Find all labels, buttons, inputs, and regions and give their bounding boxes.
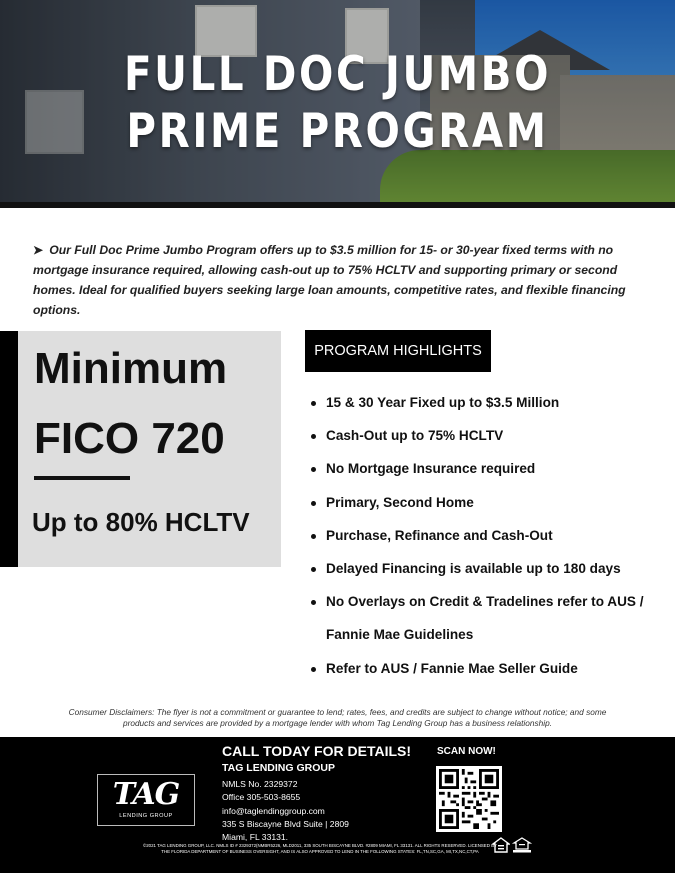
qr-code-icon[interactable]	[436, 766, 502, 832]
page-title	[47, 46, 628, 160]
fico-hcltv: Up to 80% HCLTV	[32, 507, 250, 537]
highlights-list	[311, 393, 671, 692]
list-item	[311, 592, 671, 625]
bullet-icon	[311, 667, 316, 672]
hero-banner	[0, 0, 675, 208]
page-title-line2: PRIME PROGRAM	[126, 104, 549, 159]
call-to-action: CALL TODAY FOR DETAILS!	[222, 743, 412, 759]
address-line1: 335 S Biscayne Blvd Suite | 2809	[222, 818, 349, 829]
fico-panel-edge	[0, 331, 18, 567]
bullet-icon	[311, 534, 316, 539]
fico-minimum-label: Minimum	[34, 344, 228, 393]
list-item-text: Refer to AUS / Fannie Mae Seller Guide	[326, 660, 578, 676]
list-item	[311, 659, 671, 692]
company-logo	[97, 774, 195, 826]
list-item-text: Primary, Second Home	[326, 494, 474, 510]
bullet-icon	[311, 600, 316, 605]
bullet-icon	[311, 467, 316, 472]
hero-bottom-bar	[0, 202, 675, 208]
intro-paragraph	[33, 240, 653, 320]
nmls-number: NMLS No. 2329372	[222, 779, 298, 789]
fico-score: FICO 720	[34, 414, 225, 463]
arrow-icon: ➤	[33, 243, 44, 257]
company-name: TAG LENDING GROUP	[222, 762, 335, 774]
list-item	[311, 526, 671, 559]
highlights-heading: PROGRAM HIGHLIGHTS	[305, 330, 491, 372]
email-link[interactable]: info@taglendinggroup.com	[222, 805, 325, 816]
bullet-icon	[311, 401, 316, 406]
fico-divider	[34, 476, 130, 480]
list-item-continuation	[311, 625, 671, 658]
list-item	[311, 393, 671, 426]
list-item	[311, 493, 671, 526]
address-line2: Miami, FL 33131.	[222, 832, 289, 843]
list-item-text: 15 & 30 Year Fixed up to $3.5 Million	[326, 395, 560, 410]
qr-code-graphic	[439, 769, 499, 829]
list-item	[311, 459, 671, 492]
equal-housing-lender-icon	[512, 837, 532, 853]
logo-subtext: LENDING GROUP	[119, 813, 173, 819]
list-item	[311, 426, 671, 459]
bullet-icon	[311, 501, 316, 506]
scan-label: SCAN NOW!	[437, 746, 496, 757]
legal-text: ©2021 TAG LENDING GROUP, LLC. NMLS ID # 2329372(NMBR5226, MLD2011, 335 SOUTH BISCAYNE BLVD. #2809 MIAMI, FL 33131. ALL RIGHTS RESERVED. LICENSED BY THE FLORIDA DEPARTMENT OF BUSINESS OVERSIGHT, AND IS ALSO APPROVED TO LEND IN THE FOLLOWING STATES: FL,TN,SC,GA, MI,TX,NC,CT,PA	[143, 843, 497, 854]
intro-text: Our Full Doc Prime Jumbo Program offers up to $3.5 million for 15- or 30-year fixed terms with no mortgage insurance required, allowing cash-out up to 75% HCLTV and supporting primary or second homes. Ideal for qualified buyers seeking large loan amounts, competitive rates, and flexible financing options.	[33, 243, 626, 317]
bullet-icon	[311, 434, 316, 439]
list-item-text: Delayed Financing is available up to 180 days	[326, 560, 621, 576]
consumer-disclaimer: Consumer Disclaimers: The flyer is not a commitment or guarantee to lend; rates, fees, and credits are subject to change without notice; and some products and services are provided by a mortgage lender with whom Tag Lending Group has a business relationship.	[68, 707, 607, 728]
equal-housing-opportunity-icon	[492, 837, 510, 853]
list-item-text: No Mortgage Insurance required	[326, 461, 536, 477]
list-item	[311, 559, 671, 592]
contact-info	[222, 778, 349, 844]
bullet-icon	[311, 567, 316, 572]
list-item-text: Cash-Out up to 75% HCLTV	[326, 428, 504, 444]
list-item-text: Purchase, Refinance and Cash-Out	[326, 527, 553, 543]
page-title-line1: FULL DOC JUMBO	[123, 47, 552, 102]
logo-text: TAG	[112, 777, 180, 812]
office-phone[interactable]: Office 305-503-8655	[222, 792, 301, 803]
list-item-text: No Overlays on Credit & Tradelines refer to AUS /	[326, 594, 644, 610]
list-item-text: Fannie Mae Guidelines	[326, 627, 474, 643]
